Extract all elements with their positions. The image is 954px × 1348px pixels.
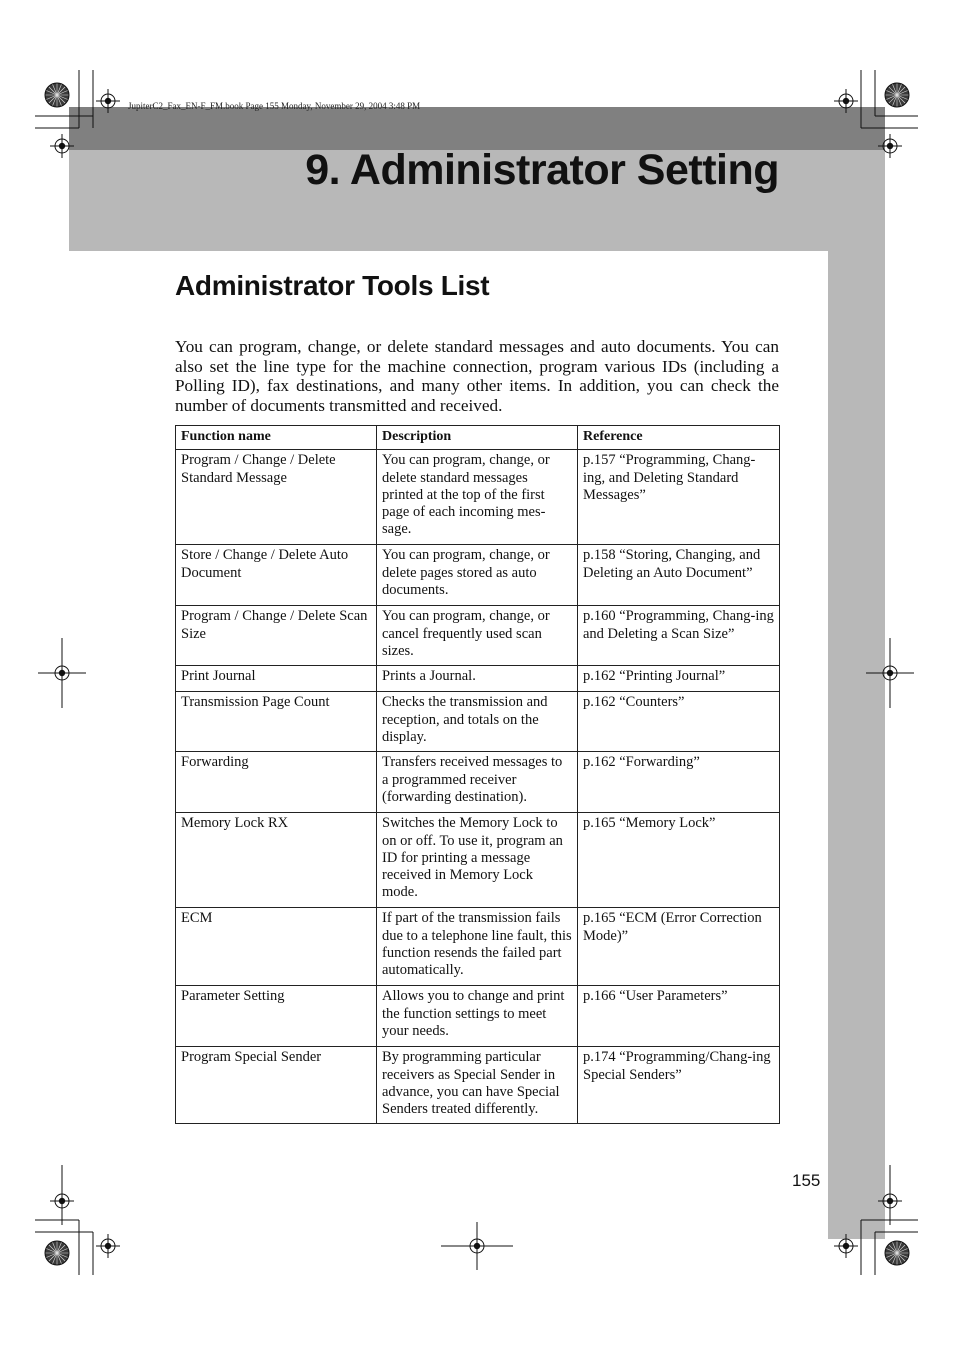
reference-cell: p.165 “ECM (Error Correction Mode)”: [578, 908, 780, 986]
description-cell: You can program, change, or delete pages stored as auto documents.: [377, 545, 578, 606]
book-header-info: JupiterC2_Fax_EN-F_FM.book Page 155 Monday, November 29, 2004 3:48 PM: [128, 101, 421, 111]
table-row: [176, 908, 780, 986]
reference-cell: p.162 “Counters”: [578, 692, 780, 752]
chapter-title: 9. Administrator Setting: [305, 146, 779, 194]
reference-cell: p.165 “Memory Lock”: [578, 813, 780, 908]
description-cell: Transfers received messages to a programmed receiver (forwarding destination).: [377, 752, 578, 813]
function-name-cell: Forwarding: [176, 752, 377, 813]
function-name-cell: Memory Lock RX: [176, 813, 377, 908]
table-row: [176, 1047, 780, 1124]
table-row: [176, 692, 780, 752]
description-cell: You can program, change, or delete standard messages printed at the top of the first page of each incoming mes-sage.: [377, 450, 578, 545]
column-header-reference: Reference: [578, 426, 780, 450]
column-header-function: Function name: [176, 426, 377, 450]
reference-cell: p.166 “User Parameters”: [578, 986, 780, 1047]
function-name-cell: Program / Change / Delete Scan Size: [176, 606, 377, 666]
table-row: [176, 606, 780, 666]
function-name-cell: Program Special Sender: [176, 1047, 377, 1124]
function-name-cell: ECM: [176, 908, 377, 986]
reference-cell: p.158 “Storing, Changing, and Deleting an Auto Document”: [578, 545, 780, 606]
table-row: [176, 666, 780, 692]
description-cell: Switches the Memory Lock to on or off. To use it, program an ID for printing a message received in Memory Lock mode.: [377, 813, 578, 908]
reference-cell: p.162 “Forwarding”: [578, 752, 780, 813]
description-cell: You can program, change, or cancel frequently used scan sizes.: [377, 606, 578, 666]
table-header-row: [176, 426, 780, 450]
section-title: Administrator Tools List: [175, 270, 490, 301]
column-header-description: Description: [377, 426, 578, 450]
intro-paragraph: You can program, change, or delete standard messages and auto documents. You can also set the line type for the machine connection, program various IDs (including a Polling ID), fax destinations, and many other items. In addition, you can check the number of documents transmitted and received.: [175, 337, 779, 415]
reference-cell: p.160 “Programming, Chang-ing and Deleting a Scan Size”: [578, 606, 780, 666]
table-row: [176, 986, 780, 1047]
table-row: [176, 752, 780, 813]
function-name-cell: Transmission Page Count: [176, 692, 377, 752]
description-cell: If part of the transmission fails due to a telephone line fault, this function resends the failed part automatically.: [377, 908, 578, 986]
table-row: [176, 813, 780, 908]
table-row: [176, 450, 780, 545]
description-cell: Allows you to change and print the function settings to meet your needs.: [377, 986, 578, 1047]
function-name-cell: Program / Change / Delete Standard Message: [176, 450, 377, 545]
page-number: 155: [792, 1171, 821, 1190]
reference-cell: p.162 “Printing Journal”: [578, 666, 780, 692]
reference-cell: p.174 “Programming/Chang-ing Special Senders”: [578, 1047, 780, 1124]
function-name-cell: Store / Change / Delete Auto Document: [176, 545, 377, 606]
description-cell: Checks the transmission and reception, and totals on the display.: [377, 692, 578, 752]
reference-cell: p.157 “Programming, Chang-ing, and Deleting Standard Messages”: [578, 450, 780, 545]
description-cell: By programming particular receivers as Special Sender in advance, you can have Special Senders treated differently.: [377, 1047, 578, 1124]
function-name-cell: Print Journal: [176, 666, 377, 692]
administrator-tools-table: [175, 425, 780, 1124]
table-row: [176, 545, 780, 606]
function-name-cell: Parameter Setting: [176, 986, 377, 1047]
description-cell: Prints a Journal.: [377, 666, 578, 692]
